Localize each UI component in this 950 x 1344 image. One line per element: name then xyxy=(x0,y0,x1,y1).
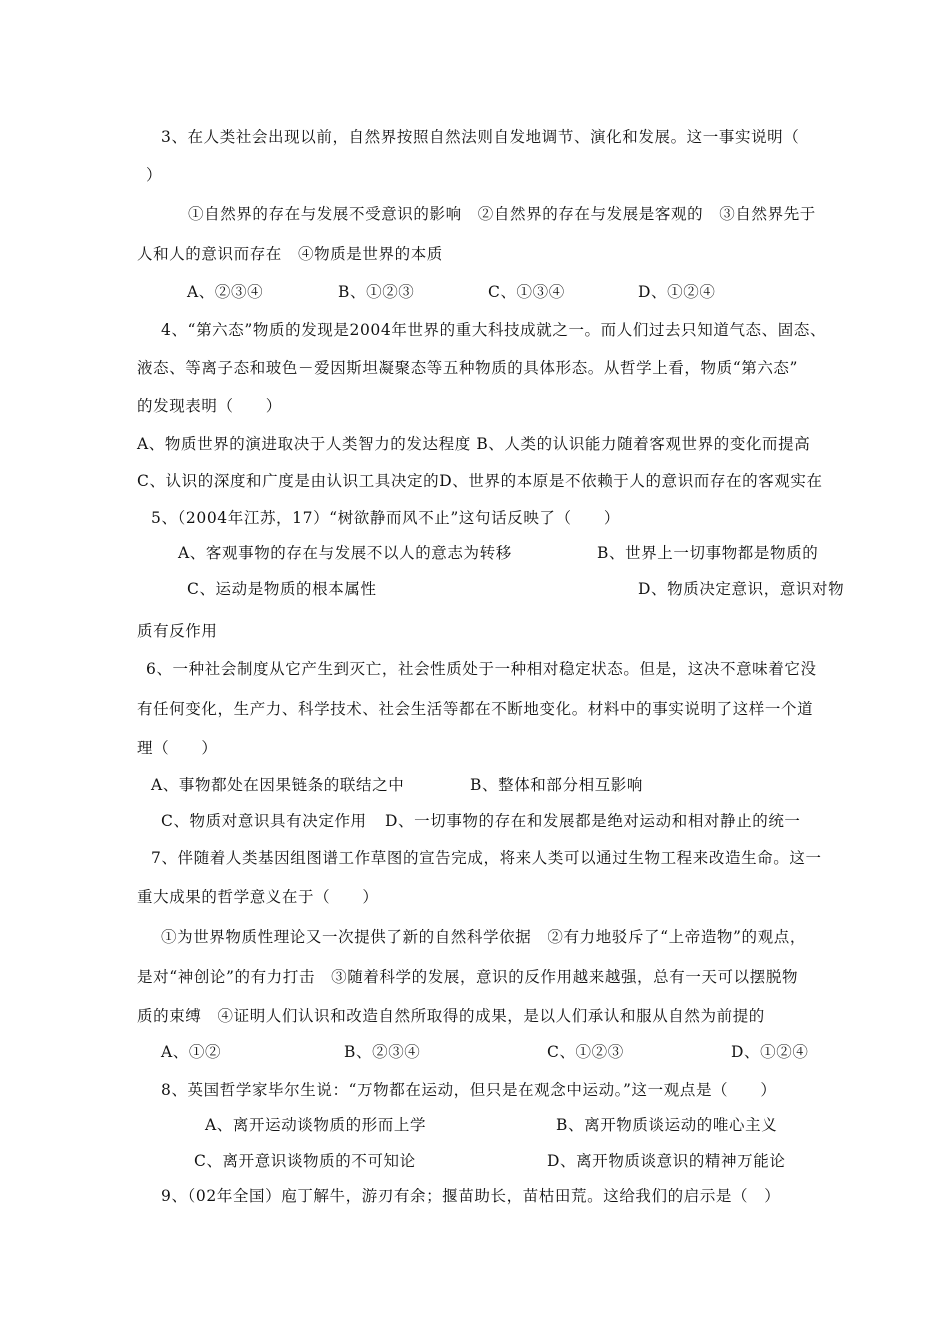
q5-option-c: C、运动是物质的根本属性 xyxy=(187,580,377,598)
q3-option-b: B、①②③ xyxy=(338,283,415,301)
q4-stem-line-2: 液态、等离子态和玻色－爱因斯坦凝聚态等五种物质的具体形态。从哲学上看，物质“第六态” xyxy=(137,359,799,377)
q3-stem-line-1: 3、在人类社会出现以前，自然界按照自然法则自发地调节、演化和发展。这一事实说明（ xyxy=(161,128,800,146)
q3-statements-line-1: ①自然界的存在与发展不受意识的影响 ②自然界的存在与发展是客观的 ③自然界先于 xyxy=(188,205,816,223)
q4-options-line-1: A、物质世界的演进取决于人类智力的发达程度 B、人类的认识能力随着客观世界的变化而提高 xyxy=(137,435,811,453)
q6-stem-line-1: 6、一种社会制度从它产生到灭亡，社会性质处于一种相对稳定状态。但是，这决不意味着它没 xyxy=(146,660,817,678)
q8-option-c: C、离开意识谈物质的不可知论 xyxy=(194,1152,416,1170)
q8-stem-line-1: 8、英国哲学家毕尔生说：“万物都在运动，但只是在观念中运动。”这一观点是（ ） xyxy=(161,1081,777,1099)
q3-option-c: C、①③④ xyxy=(488,283,565,301)
q8-option-b: B、离开物质谈运动的唯心主义 xyxy=(556,1116,778,1134)
q7-stem-line-2: 重大成果的哲学意义在于（ ） xyxy=(137,888,379,906)
q4-stem-line-1: 4、“第六态”物质的发现是2004年世界的重大科技成就之一。而人们过去只知道气态、固态、 xyxy=(161,321,827,339)
q7-stem-line-1: 7、伴随着人类基因组图谱工作草图的宣告完成，将来人类可以通过生物工程来改造生命。这一 xyxy=(151,849,822,867)
q6-stem-line-3: 理（ ） xyxy=(137,739,218,757)
q6-option-a: A、事物都处在因果链条的联结之中 xyxy=(151,776,405,794)
q7-statements-line-2: 是对“神创论”的有力打击 ③随着科学的发展，意识的反作用越来越强，总有一天可以摆脱物 xyxy=(137,968,799,986)
q4-stem-line-3: 的发现表明（ ） xyxy=(137,397,282,415)
q3-option-d: D、①②④ xyxy=(638,283,716,301)
q3-option-a: A、②③④ xyxy=(187,283,264,301)
q5-option-a: A、客观事物的存在与发展不以人的意志为转移 xyxy=(178,544,512,562)
q7-option-a: A、①② xyxy=(161,1043,222,1061)
q7-option-b: B、②③④ xyxy=(344,1043,421,1061)
q7-option-d: D、①②④ xyxy=(731,1043,809,1061)
q5-stem-line-1: 5、（2004年江苏，17）“树欲静而风不止”这句话反映了（ ） xyxy=(151,509,620,527)
q5-option-d-continued: 质有反作用 xyxy=(137,622,218,640)
q4-options-line-2: C、认识的深度和广度是由认识工具决定的D、世界的本原是不依赖于人的意识而存在的客观实在 xyxy=(137,472,823,490)
q8-option-d: D、离开物质谈意识的精神万能论 xyxy=(547,1152,786,1170)
q6-option-c: C、物质对意识具有决定作用 xyxy=(161,812,367,830)
q6-option-b: B、整体和部分相互影响 xyxy=(470,776,643,794)
q3-stem-line-2: ） xyxy=(146,166,163,184)
q7-option-c: C、①②③ xyxy=(547,1043,624,1061)
q6-stem-line-2: 有任何变化，生产力、科学技术、社会生活等都在不断地变化。材料中的事实说明了这样一个道 xyxy=(137,700,814,718)
q6-option-d: D、一切事物的存在和发展都是绝对运动和相对静止的统一 xyxy=(385,812,801,830)
q7-statements-line-1: ①为世界物质性理论又一次提供了新的自然科学依据 ②有力地驳斥了“上帝造物”的观点， xyxy=(161,928,806,946)
q8-option-a: A、离开运动谈物质的形而上学 xyxy=(205,1116,427,1134)
q5-option-b: B、世界上一切事物都是物质的 xyxy=(597,544,819,562)
q9-stem-line-1: 9、（02年全国）庖丁解牛，游刃有余；揠苗助长，苗枯田荒。这给我们的启示是（ ） xyxy=(161,1187,781,1205)
q5-option-d: D、物质决定意识，意识对物 xyxy=(638,580,845,598)
q7-statements-line-3: 质的束缚 ④证明人们认识和改造自然所取得的成果，是以人们承认和服从自然为前提的 xyxy=(137,1007,765,1025)
q3-statements-line-2: 人和人的意识而存在 ④物质是世界的本质 xyxy=(137,245,443,263)
